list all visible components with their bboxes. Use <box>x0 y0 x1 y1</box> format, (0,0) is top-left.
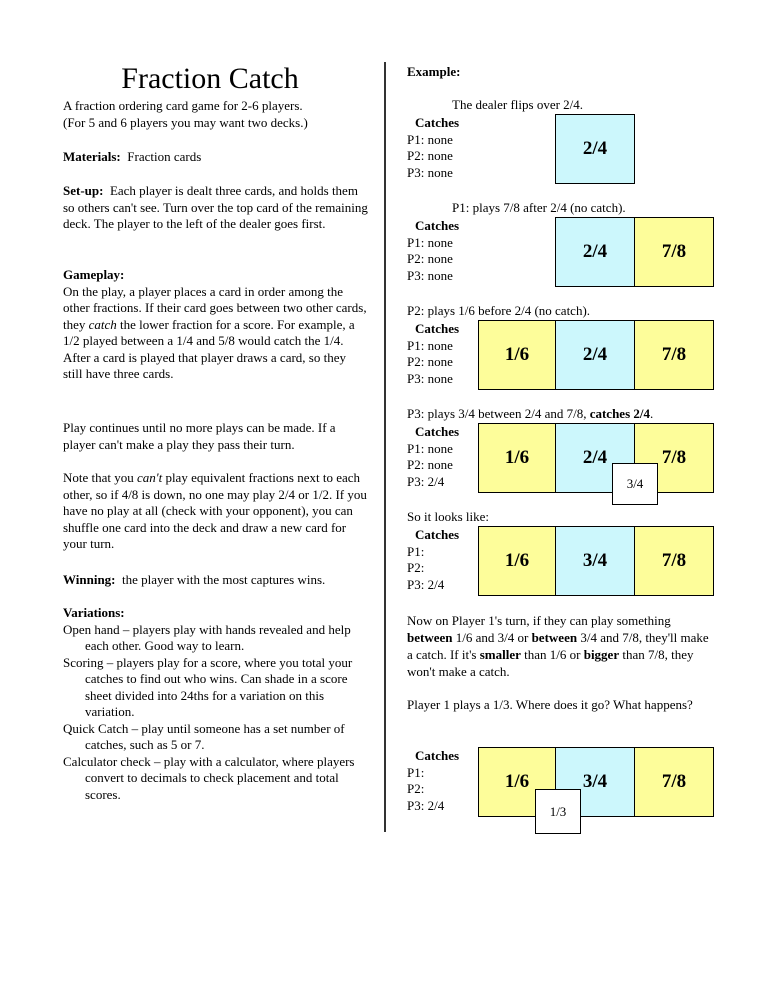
catch-p1: P1: <box>407 764 425 780</box>
card-1-3-played: 1/3 <box>535 789 581 834</box>
materials-text: Fraction cards <box>127 149 202 164</box>
intro-line: (For 5 and 6 players you may want two decks.) <box>63 114 308 130</box>
catch-p1: P1: none <box>407 337 453 353</box>
card-7-8: 7/8 <box>634 747 714 817</box>
catches-label: Catches <box>415 748 460 763</box>
catch-p2: P2: <box>407 560 425 575</box>
note-text: play equivalent fractions next to each other, so if 4/8 is down, no one may play 2/4 or 1/2. If you have no play at all (check with your opponent), you can shuffle one card into the deck and draw a new card for your turn. <box>63 470 367 551</box>
continue-text: Play continues until no more plays can be made. If a player can't make a play they pass their turn. <box>63 420 336 452</box>
step1-catches <box>407 115 459 181</box>
setup-label: Set-up: <box>63 183 104 198</box>
catch-word: catch <box>88 316 117 332</box>
explanation-text: Now on Player 1's turn, if they can play something <box>407 613 671 628</box>
step6-catches <box>407 748 459 814</box>
catches-label: Catches <box>415 218 460 233</box>
catch-p2: P2: <box>407 781 425 796</box>
continue-section <box>63 420 368 453</box>
catches-label: Catches <box>415 115 460 130</box>
variation-item: Scoring – players play for a score, where you total your catches to find out who wins. Can shade in a score sheet divided into 24ths for a variation on this variation. <box>63 654 353 719</box>
winning-text: the player with the most captures wins. <box>122 572 326 587</box>
gameplay-text: On the play, a player places a card in order among the other fractions. If their card goes between two other cards, they <box>63 283 367 332</box>
variation-item: Quick Catch – play until someone has a set number of catches, such as 5 or 7. <box>63 720 345 752</box>
step4-catches <box>407 424 459 490</box>
explanation-text: 1/6 and 3/4 or <box>455 630 529 645</box>
cant-word: can't <box>137 470 163 485</box>
card-2-4: 2/4 <box>555 423 635 493</box>
card-7-8: 7/8 <box>634 423 714 493</box>
smaller-word: smaller <box>479 647 521 662</box>
catch-p3: P3: 2/4 <box>407 576 445 592</box>
catch-p2: P2: none <box>407 457 453 472</box>
column-divider <box>384 62 386 832</box>
between-word: between <box>531 630 578 645</box>
explanation-text: than 1/6 or <box>524 647 581 662</box>
winning-section <box>63 572 368 589</box>
explanation-paragraph <box>407 612 717 680</box>
catch-p1: P1: none <box>407 234 453 250</box>
explanation-text: 3/4 and 7/8, they'll make a catch. If it's <box>407 630 709 662</box>
question-text: Player 1 plays a 1/3. Where does it go? What happens? <box>407 697 693 712</box>
catch-p2: P2: none <box>407 251 453 266</box>
intro-block <box>63 98 368 131</box>
explanation-text: than 7/8, they won't make a catch. <box>407 647 694 679</box>
step3-caption: P2: plays 1/6 before 2/4 (no catch). <box>407 303 591 318</box>
catch-p3: P3: none <box>407 267 453 283</box>
setup-text: Each player is dealt three cards, and holds them so others can't see. Turn over the top card of the remaining deck. The player to the left of the dealer goes first. <box>63 183 368 231</box>
intro-line: A fraction ordering card game for 2-6 players. <box>63 98 303 113</box>
catch-p1: P1: <box>407 543 425 559</box>
step1-caption: The dealer flips over 2/4. <box>452 97 584 112</box>
winning-label: Winning: <box>63 572 116 587</box>
catches-label: Catches <box>415 527 460 542</box>
card-3-4: 3/4 <box>555 526 635 596</box>
card-2-4: 2/4 <box>555 114 635 184</box>
catches-label: Catches <box>415 321 460 336</box>
page-title: Fraction Catch <box>121 62 299 95</box>
step4-caption-bold: catches 2/4 <box>589 406 650 421</box>
variation-item: Calculator check – play with a calculator, where players convert to decimals to check placement and total scores. <box>63 753 355 802</box>
materials-label: Materials: <box>63 149 121 164</box>
card-2-4: 2/4 <box>555 320 635 390</box>
step2-caption: P1: plays 7/8 after 2/4 (no catch). <box>452 200 626 215</box>
note-section <box>63 470 368 553</box>
between-word: between <box>407 630 453 645</box>
materials-section <box>63 149 368 166</box>
catch-p1: P1: none <box>407 440 453 456</box>
example-label: Example: <box>407 64 461 79</box>
card-1-6: 1/6 <box>478 526 556 596</box>
card-1-6: 1/6 <box>478 320 556 390</box>
gameplay-section <box>63 267 368 383</box>
card-1-6: 1/6 <box>478 747 556 817</box>
card-1-6: 1/6 <box>478 423 556 493</box>
note-text: Note that you <box>63 470 134 485</box>
step4-caption: P3: plays 3/4 between 2/4 and 7/8, catches 2/4. <box>407 406 654 421</box>
catch-p3: P3: none <box>407 164 453 180</box>
catch-p3: P3: 2/4 <box>407 473 445 489</box>
variations-section <box>63 605 368 803</box>
catch-p2: P2: none <box>407 354 453 369</box>
gameplay-label: Gameplay: <box>63 267 125 282</box>
gameplay-text: the lower fraction for a score. For example, a 1/2 played between a 1/4 and 5/8 would catch the 1/4. After a card is played that player draws a card, so they still have three cards. <box>63 316 355 381</box>
variations-label: Variations: <box>63 605 125 620</box>
setup-section <box>63 183 368 233</box>
catches-label: Catches <box>415 424 460 439</box>
card-3-4-played: 3/4 <box>612 463 658 505</box>
card-7-8: 7/8 <box>634 320 714 390</box>
catch-p3: P3: 2/4 <box>407 797 445 813</box>
card-3-4: 3/4 <box>555 747 635 817</box>
step2-catches <box>407 218 459 284</box>
card-2-4: 2/4 <box>555 217 635 287</box>
card-7-8: 7/8 <box>634 526 714 596</box>
bigger-word: bigger <box>583 647 620 662</box>
step4-caption-text: P3: plays 3/4 between 2/4 and 7/8, <box>407 406 587 421</box>
variation-item: Open hand – players play with hands revealed and help each other. Good way to learn. <box>63 621 351 653</box>
step3-catches <box>407 321 459 387</box>
step5-catches <box>407 527 459 593</box>
card-7-8: 7/8 <box>634 217 714 287</box>
step5-caption: So it looks like: <box>407 509 489 524</box>
catch-p1: P1: none <box>407 131 453 147</box>
catch-p2: P2: none <box>407 148 453 163</box>
catch-p3: P3: none <box>407 370 453 386</box>
